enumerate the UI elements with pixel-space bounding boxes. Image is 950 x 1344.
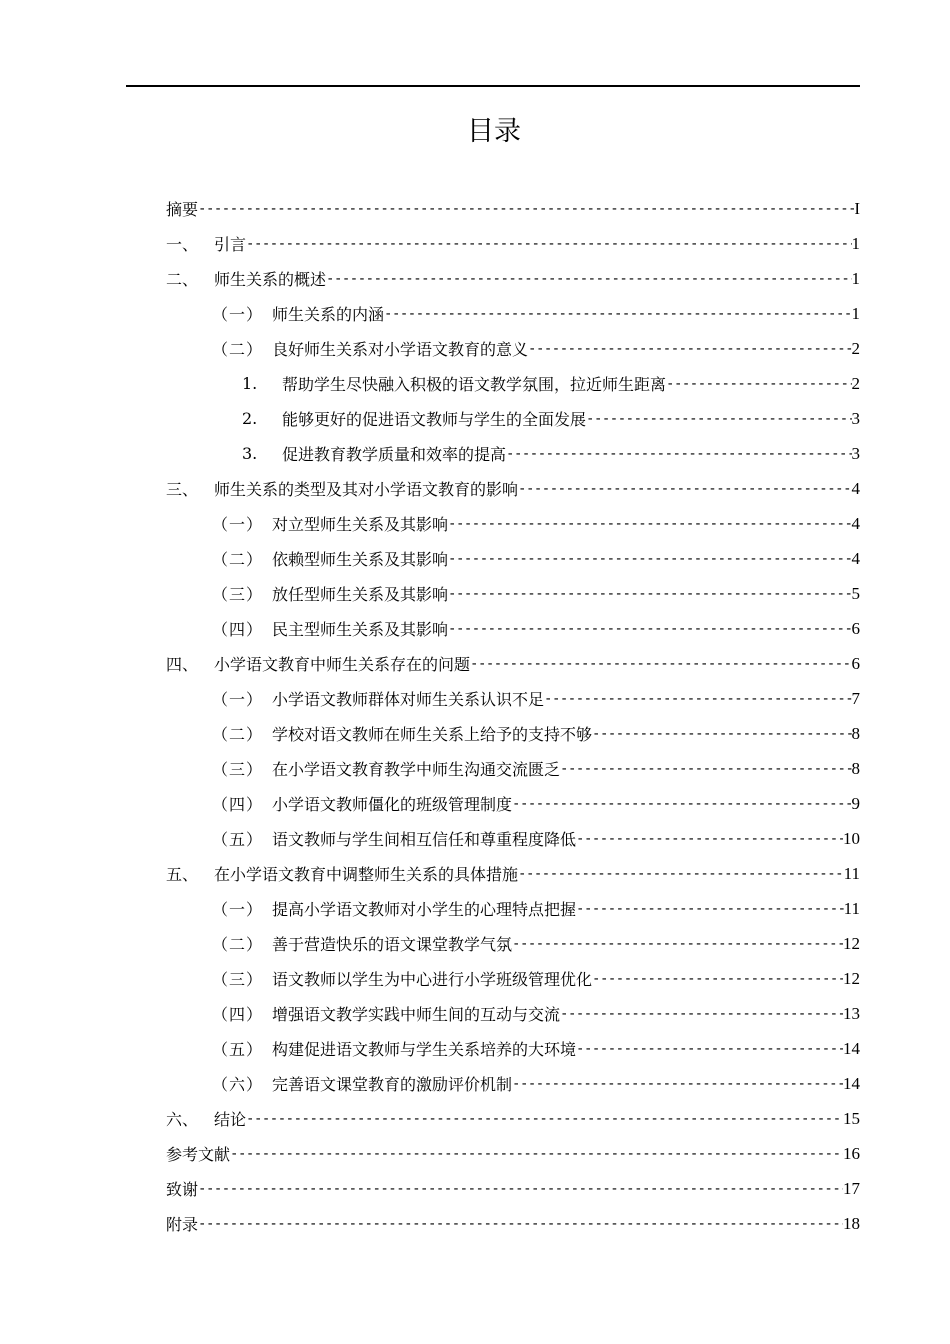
dot-leader (512, 796, 851, 812)
toc-entry-title: 在小学语文教育中调整师生关系的具体措施 (214, 865, 519, 884)
toc-entry[interactable] (166, 1206, 860, 1241)
toc-entry-number: （六） (212, 1075, 264, 1094)
toc-entry[interactable] (166, 261, 860, 296)
toc-entry-page-number: 17 (843, 1178, 860, 1198)
toc-entry[interactable] (166, 401, 860, 436)
toc-entry-page-number: 2 (851, 373, 860, 393)
dot-leader (198, 201, 854, 217)
toc-entry[interactable] (166, 331, 860, 366)
dot-leader (518, 866, 844, 882)
toc-entry-page-number: 13 (843, 1003, 860, 1023)
toc-entry-number: （二） (212, 340, 264, 359)
toc-entry-number: （三） (212, 760, 264, 779)
toc-entry-page-number: 4 (851, 513, 860, 533)
toc-entry[interactable] (166, 226, 860, 261)
toc-entry-page-number: 9 (851, 793, 860, 813)
toc-entry-page-number: 1 (851, 268, 860, 288)
toc-entry-title: 师生关系的内涵 (272, 305, 385, 324)
toc-entry[interactable] (166, 436, 860, 471)
toc-entry-title: 参考文献 (166, 1145, 231, 1164)
dot-leader (198, 1181, 843, 1197)
toc-entry-page-number: 14 (843, 1038, 860, 1058)
toc-entry-page-number: 3 (851, 408, 860, 428)
toc-entry-title: 依赖型师生关系及其影响 (272, 550, 449, 569)
toc-entry-title: 引言 (214, 235, 247, 254)
toc-entry-page-number: 6 (851, 618, 860, 638)
toc-entry-number: 2. (242, 409, 258, 428)
toc-entry-title: 师生关系的类型及其对小学语文教育的影响 (214, 480, 519, 499)
toc-entry-number: 三、 (166, 480, 199, 499)
toc-entry-title: 学校对语文教师在师生关系上给予的支持不够 (272, 725, 593, 744)
toc-entry-number: （一） (212, 690, 264, 709)
table-of-contents (166, 191, 860, 1241)
toc-entry-page-number: 2 (851, 338, 860, 358)
page-title: 目录 (467, 116, 521, 147)
dot-leader (512, 936, 843, 952)
dot-leader (518, 481, 851, 497)
toc-entry-number: （二） (212, 550, 264, 569)
toc-entry-title: 摘要 (166, 200, 199, 219)
toc-entry-title: 民主型师生关系及其影响 (272, 620, 449, 639)
toc-entry[interactable] (166, 751, 860, 786)
toc-entry[interactable] (166, 891, 860, 926)
toc-entry-page-number: 11 (843, 898, 860, 918)
toc-entry[interactable] (166, 856, 860, 891)
toc-entry-number: （二） (212, 725, 264, 744)
dot-leader (586, 411, 851, 427)
toc-entry-number: （五） (212, 830, 264, 849)
toc-entry[interactable] (166, 716, 860, 751)
toc-entry-number: 五、 (166, 865, 199, 884)
dot-leader (560, 1006, 843, 1022)
dot-leader (246, 236, 851, 252)
dot-leader (448, 621, 851, 637)
toc-entry-number: （四） (212, 795, 264, 814)
header-rule (126, 85, 860, 87)
dot-leader (544, 691, 851, 707)
toc-entry-title: 增强语文教学实践中师生间的互动与交流 (272, 1005, 561, 1024)
toc-entry-page-number: 8 (851, 758, 860, 778)
toc-entry-page-number: 3 (851, 443, 860, 463)
toc-entry-number: 二、 (166, 270, 199, 289)
dot-leader (384, 306, 851, 322)
toc-entry-page-number: 12 (843, 968, 860, 988)
toc-entry-number: 六、 (166, 1110, 199, 1129)
toc-entry-page-number: 1 (851, 303, 860, 323)
toc-entry-page-number: 5 (851, 583, 860, 603)
toc-entry-page-number: 4 (851, 548, 860, 568)
toc-entry-page-number: 16 (843, 1143, 860, 1163)
dot-leader (246, 1111, 843, 1127)
toc-entry-title: 结论 (214, 1110, 247, 1129)
dot-leader (512, 1076, 843, 1092)
toc-entry-title: 附录 (166, 1215, 199, 1234)
toc-entry[interactable] (166, 1136, 860, 1171)
toc-entry-page-number: I (854, 198, 860, 218)
dot-leader (448, 551, 851, 567)
toc-entry[interactable] (166, 471, 860, 506)
toc-entry[interactable] (166, 926, 860, 961)
toc-entry-number: （五） (212, 1040, 264, 1059)
toc-entry-page-number: 1 (851, 233, 860, 253)
toc-entry-number: （一） (212, 305, 264, 324)
toc-entry-number: （三） (212, 970, 264, 989)
toc-entry-page-number: 10 (843, 828, 860, 848)
toc-entry-page-number: 4 (851, 478, 860, 498)
dot-leader (666, 376, 851, 392)
toc-entry-number: 1. (242, 374, 258, 393)
dot-leader (198, 1216, 843, 1232)
toc-entry[interactable] (166, 296, 860, 331)
toc-entry-title: 对立型师生关系及其影响 (272, 515, 449, 534)
toc-entry-page-number: 18 (843, 1213, 860, 1233)
toc-entry-title: 在小学语文教育教学中师生沟通交流匮乏 (272, 760, 561, 779)
toc-entry-number: （一） (212, 515, 264, 534)
toc-entry[interactable] (166, 1066, 860, 1101)
toc-entry-title: 致谢 (166, 1180, 199, 1199)
dot-leader (528, 341, 851, 357)
toc-entry[interactable] (166, 506, 860, 541)
dot-leader (576, 1041, 843, 1057)
toc-entry-page-number: 7 (851, 688, 860, 708)
toc-entry-title: 小学语文教师群体对师生关系认识不足 (272, 690, 545, 709)
toc-entry-number: （四） (212, 620, 264, 639)
toc-entry-title: 帮助学生尽快融入积极的语文教学氛围，拉近师生距离 (282, 375, 667, 394)
dot-leader (448, 516, 851, 532)
dot-leader (592, 971, 843, 987)
toc-entry-title: 小学语文教师僵化的班级管理制度 (272, 795, 513, 814)
toc-entry-title: 语文教师与学生间相互信任和尊重程度降低 (272, 830, 577, 849)
dot-leader (470, 656, 851, 672)
toc-entry-number: 一、 (166, 235, 199, 254)
toc-entry-page-number: 14 (843, 1073, 860, 1093)
toc-entry-title: 提高小学语文教师对小学生的心理特点把握 (272, 900, 577, 919)
dot-leader (576, 901, 844, 917)
toc-entry-title: 善于营造快乐的语文课堂教学气氛 (272, 935, 513, 954)
toc-entry[interactable] (166, 1101, 860, 1136)
toc-entry-title: 小学语文教育中师生关系存在的问题 (214, 655, 471, 674)
toc-entry[interactable] (166, 681, 860, 716)
dot-leader (230, 1146, 843, 1162)
toc-entry[interactable] (166, 541, 860, 576)
toc-entry[interactable] (166, 576, 860, 611)
toc-entry[interactable] (166, 646, 860, 681)
toc-entry[interactable] (166, 1171, 860, 1206)
toc-entry-number: （四） (212, 1005, 264, 1024)
toc-entry-number: （三） (212, 585, 264, 604)
toc-entry-title: 构建促进语文教师与学生关系培养的大环境 (272, 1040, 577, 1059)
toc-entry-number: （二） (212, 935, 264, 954)
toc-entry[interactable] (166, 786, 860, 821)
toc-entry[interactable] (166, 961, 860, 996)
toc-entry[interactable] (166, 821, 860, 856)
toc-entry-title: 放任型师生关系及其影响 (272, 585, 449, 604)
toc-entry[interactable] (166, 611, 860, 646)
toc-entry-number: （一） (212, 900, 264, 919)
toc-entry[interactable] (166, 191, 860, 226)
dot-leader (576, 831, 843, 847)
toc-entry-page-number: 6 (851, 653, 860, 673)
toc-entry-page-number: 11 (843, 863, 860, 883)
toc-entry-title: 能够更好的促进语文教师与学生的全面发展 (282, 410, 587, 429)
dot-leader (448, 586, 851, 602)
toc-entry[interactable] (166, 1031, 860, 1066)
dot-leader (506, 446, 851, 462)
toc-entry-title: 语文教师以学生为中心进行小学班级管理优化 (272, 970, 593, 989)
toc-entry-number: 3. (242, 444, 258, 463)
toc-entry-number: 四、 (166, 655, 199, 674)
dot-leader (326, 271, 851, 287)
toc-entry-title: 促进教育教学质量和效率的提高 (282, 445, 507, 464)
toc-entry-page-number: 8 (851, 723, 860, 743)
dot-leader (560, 761, 851, 777)
toc-entry-title: 师生关系的概述 (214, 270, 327, 289)
toc-entry-title: 完善语文课堂教育的激励评价机制 (272, 1075, 513, 1094)
dot-leader (592, 726, 851, 742)
toc-entry[interactable] (166, 996, 860, 1031)
toc-entry-page-number: 15 (843, 1108, 860, 1128)
toc-entry[interactable] (166, 366, 860, 401)
toc-entry-page-number: 12 (843, 933, 860, 953)
toc-entry-title: 良好师生关系对小学语文教育的意义 (272, 340, 529, 359)
